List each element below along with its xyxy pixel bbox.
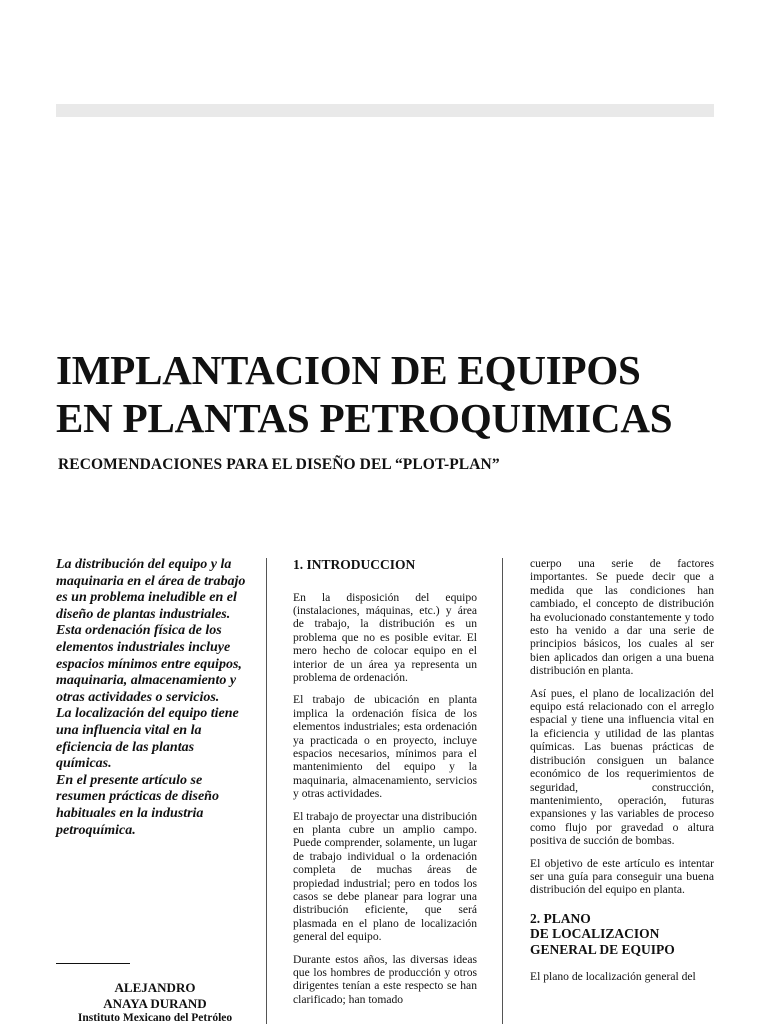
column-divider — [502, 558, 503, 1024]
author-block — [56, 980, 254, 1025]
abstract-paragraph: La distribución del equipo y la maquinaria en el área de trabajo es un problema ineludible en el diseño de plantas industriales. Esta ordenación física de los elementos industriales incluye espacios mínimos entre equipos, maquinaria, almacenamiento y otras actividades o servicios. — [56, 557, 246, 705]
body-column-3 — [530, 557, 714, 993]
abstract-paragraph: La localización del equipo tiene una influencia vital en la eficiencia de las plantas químicas. — [56, 706, 239, 772]
body-column-2 — [293, 557, 477, 1015]
body-paragraph: El objetivo de este artículo es intentar ser una guía para conseguir una buena distribución del equipo en planta. — [530, 856, 714, 897]
author-name-line: ALEJANDRO — [114, 980, 196, 995]
abstract-paragraph: En el presente artículo se resumen prácticas de diseño habituales en la industria petroquímica. — [56, 772, 219, 838]
body-paragraph: El trabajo de ubicación en planta implica la ordenación física de los elementos industriales; esta ordenación ya practicada o en proyecto, incluye espacios necesarios, mínimos para el mantenimiento del equipo y la maquinaria, almacenamiento, servicios y otras actividades. — [293, 693, 477, 801]
article-subtitle: RECOMENDACIONES PARA EL DISEÑO DEL “PLOT-PLAN” — [58, 456, 500, 473]
body-paragraph: cuerpo una serie de factores importantes. Se puede decir que a medida que las condiciones han cambiado, el concepto de distribución ha evolucionado constantemente y todo esto ha venido a dar una serie de principios básicos, los cuales al ser bien aplicados dan origen a una buena distribución en planta. — [530, 557, 714, 678]
section-heading-line: 2. PLANO — [530, 910, 591, 926]
body-paragraph: Así pues, el plano de localización del equipo está relacionado con el arreglo espacial y tiene una influencia vital en la eficiencia y utilidad de las plantas químicas. Las buenas prácticas de distribución consiguen un balance económico de los requerimientos de seguridad, construcción, mantenimiento, operación, futuras expansiones y las variables de proceso como flujo por gravedad o altura positiva de succión de bombas. — [530, 686, 714, 848]
section-heading-line: DE LOCALIZACION — [530, 926, 660, 942]
author-institution: Instituto Mexicano del Petróleo — [77, 1012, 233, 1024]
body-paragraph: En la disposición del equipo (instalaciones, máquinas, etc.) y área de trabajo, la distribución es un problema que no es posible evitar. El mero hecho de colocar equipo en el interior de un área ya representa un problema de ordenación. — [293, 590, 477, 684]
body-paragraph: Durante estos años, las diversas ideas que los hombres de producción y otros dirigentes tenían a este respecto se han clarificado; han tomado — [293, 952, 477, 1006]
section-heading-line: GENERAL DE EQUIPO — [530, 941, 675, 957]
title-line-2: EN PLANTAS PETROQUIMICAS — [56, 395, 673, 441]
abstract — [56, 557, 246, 839]
section-heading-introduccion: 1. INTRODUCCION — [293, 557, 416, 572]
article-title — [56, 346, 746, 442]
author-name-line: ANAYA DURAND — [103, 995, 207, 1011]
body-paragraph: El plano de localización general del — [530, 970, 696, 984]
column-divider — [266, 558, 267, 1024]
author-divider — [56, 963, 130, 964]
title-line-1: IMPLANTACION DE EQUIPOS — [56, 347, 641, 393]
section-heading-plano — [530, 911, 714, 958]
header-bar — [56, 104, 714, 117]
body-paragraph: El trabajo de proyectar una distribución en planta cubre un amplio campo. Puede comprender, solamente, un lugar de trabajo individual o la ordenación completa de muchas áreas de propiedad industrial; pero en todos los casos se debe planear para lograr una distribución eficiente, que será plasmada en el plano de localización general del equipo. — [293, 809, 477, 944]
